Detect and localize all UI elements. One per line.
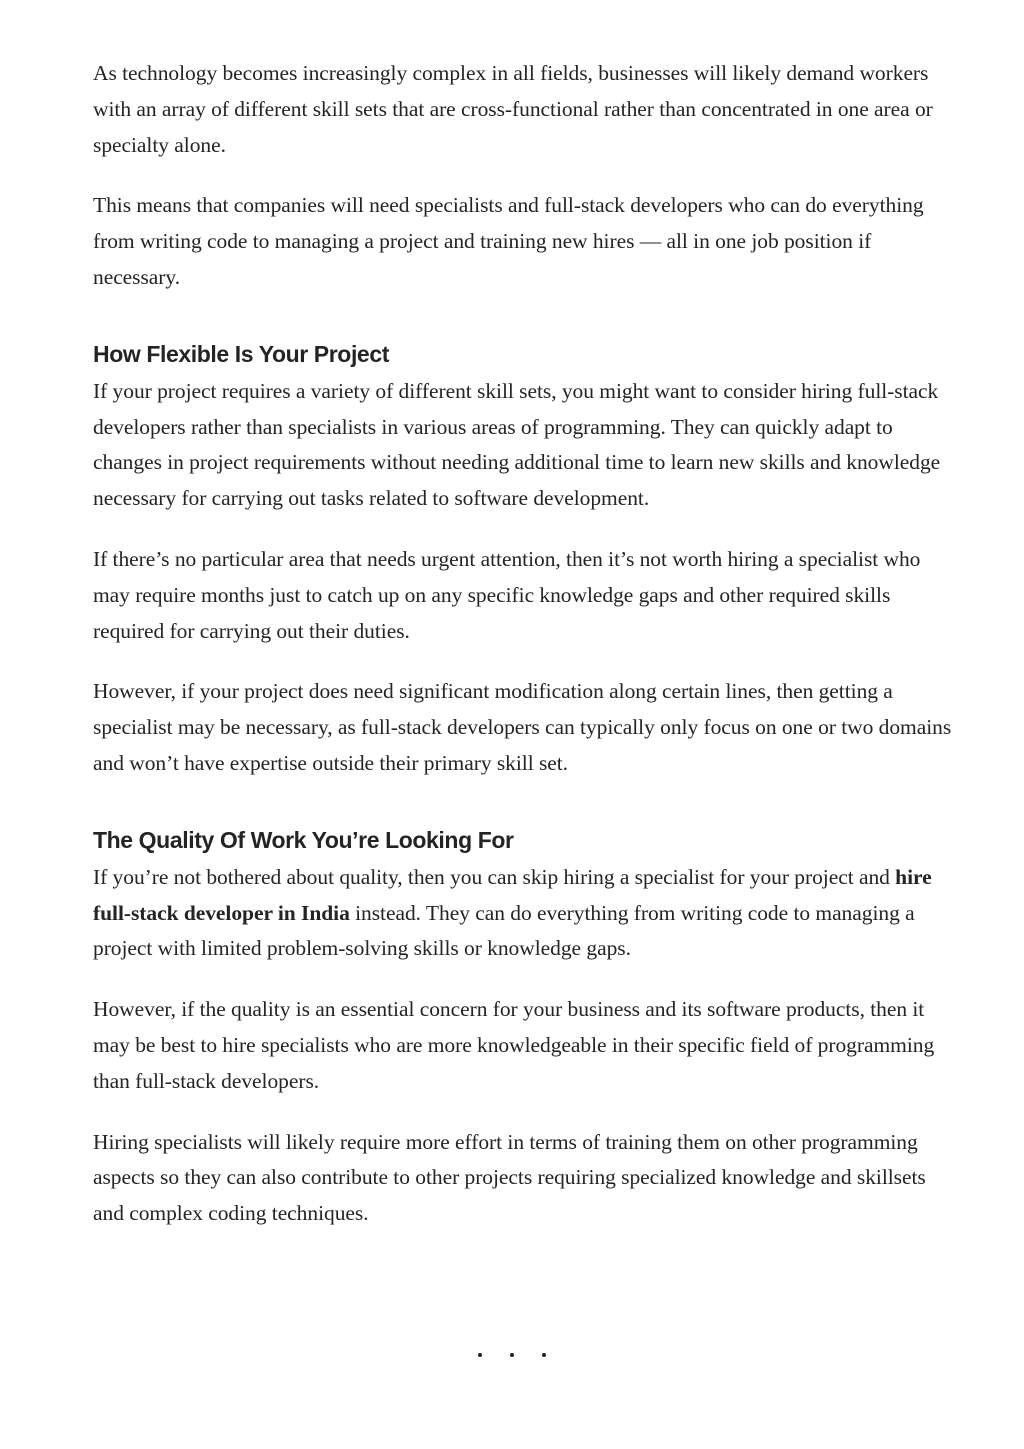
section-heading-flexible-project: How Flexible Is Your Project — [93, 340, 389, 367]
hire-developer-emphasis: hire full-stack developer in India — [93, 864, 932, 925]
separator-dot — [478, 1353, 482, 1357]
paragraph-8: Hiring specialists will likely require more effort in terms of training them on other programming aspects so they can also contribute to other projects requiring specialized knowledge and skillsets and complex coding techniques. — [93, 1129, 926, 1226]
section-heading-quality-of-work: The Quality Of Work You’re Looking For — [93, 826, 514, 853]
paragraph-6-text-end: instead. They can do everything from writing code to managing a project with limited problem-solving skills or knowledge gaps. — [93, 900, 915, 961]
separator-dot — [510, 1353, 514, 1357]
paragraph-4: If there’s no particular area that needs urgent attention, then it’s not worth hiring a specialist who may require months just to catch up on any specific knowledge gaps and other required skills required for carrying out their duties. — [93, 546, 921, 643]
paragraph-7: However, if the quality is an essential concern for your business and its software products, then it may be best to hire specialists who are more knowledgeable in their specific field of programming than full-stack developers. — [93, 997, 935, 1093]
article-body — [93, 56, 953, 1257]
paragraph-2: This means that companies will need specialists and full-stack developers who can do everything from writing code to managing a project and training new hires — all in one job position if necessary. — [93, 193, 924, 289]
paragraph-3: If your project requires a variety of different skill sets, you might want to consider hiring full-stack developers rather than specialists in various areas of programming. They can quickly adapt to changes in project requirements without needing additional time to learn new skills and knowledge necessary for carrying out tasks related to software development. — [93, 378, 941, 511]
paragraph-6-text-start: If you’re not bothered about quality, then you can skip hiring a specialist for your project and — [93, 864, 896, 889]
paragraph-5: However, if your project does need significant modification along certain lines, then getting a specialist may be necessary, as full-stack developers can typically only focus on one or two domains and won’t have expertise outside their primary skill set. — [93, 679, 952, 775]
paragraph-6 — [93, 860, 953, 967]
separator-dot — [542, 1353, 546, 1357]
dots-separator-icon — [0, 1346, 1024, 1370]
paragraph-1: As technology becomes increasingly complex in all fields, businesses will likely demand workers with an array of different skill sets that are cross-functional rather than concentrated in one area or specialty alone. — [93, 61, 933, 157]
